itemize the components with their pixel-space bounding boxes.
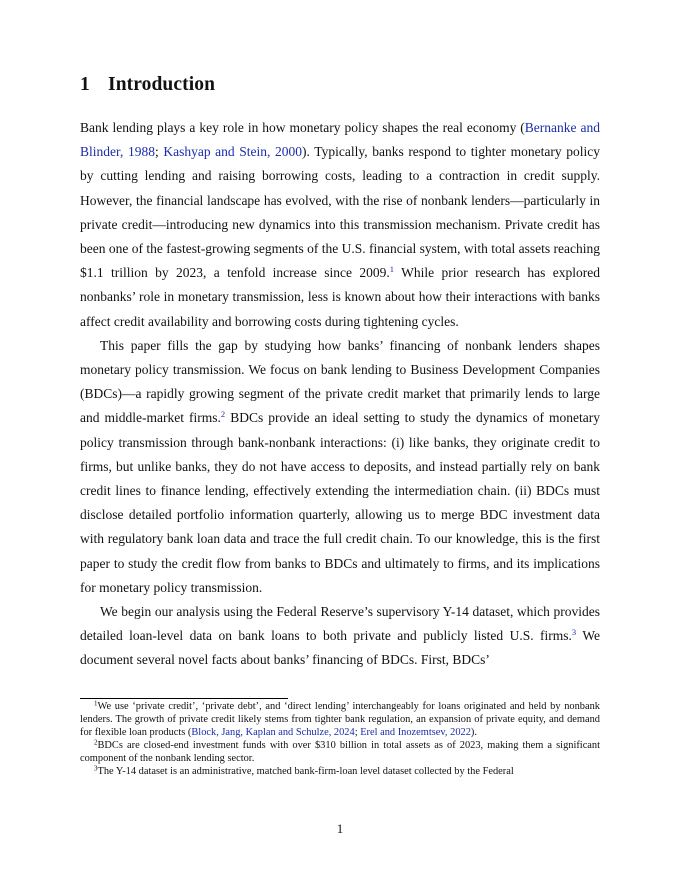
footnote-ref-2[interactable]: 2 [220,409,226,420]
body-text [80,116,600,673]
footnote-text: ; [354,727,361,738]
section-number: 1 [80,74,90,95]
footnotes [80,700,600,778]
citation-link[interactable]: Erel and Inozemtsev, 2022 [360,727,471,738]
paragraph-text: ; [154,144,164,160]
footnote-divider [80,698,288,699]
paper-page [80,0,600,880]
footnote-3 [80,765,600,778]
paragraph-3 [80,600,600,673]
footnote-mark: 1 [94,699,98,708]
paragraph-text: We document several novel facts about banks’ financing of BDCs. First, BDCs’ [80,628,600,668]
footnote-text: BDCs are closed-end investment funds with over $310 billion in total assets as of 2023, making them a significant component of the nonbank lending sector. [80,740,600,764]
citation-link[interactable]: Kashyap and Stein, 2000 [163,144,303,160]
footnote-2 [80,739,600,765]
footnote-mark: 3 [94,764,98,773]
footnote-1 [80,700,600,739]
footnote-text: ). [470,727,477,738]
paragraph-text: This paper fills the gap by studying how banks’ financing of nonbank lenders shapes monetary policy transmission. We focus on bank lending to Business Development Companies (BDCs)—a rapidly growing segment of the private credit market that primarily lends to large and middle-market firms. [80,337,600,426]
section-heading [80,74,215,96]
paragraph-text: BDCs provide an ideal setting to study the dynamics of monetary policy transmission through bank-nonbank interactions: (i) like banks, they originate credit to firms, but unlike banks, they do not have access to deposits, and instead partially rely on bank credit lines to finance lending, effectively extending the intermediation chain. (ii) BDCs must disclose detailed portfolio information quarterly, allowing us to merge BDC investment data with regulatory bank loan data and trace the full credit chain. To our knowledge, this is the first paper to study the credit flow from banks to BDCs and ultimately to firms, and its implications for monetary policy transmission. [80,410,600,595]
paragraph-text: Bank lending plays a key role in how monetary policy shapes the real economy ( [80,120,525,135]
paragraph-text: While prior research has explored nonbanks’ role in monetary transmission, less is known about how their interactions with banks affect credit availability and borrowing costs during tightening cycles. [80,265,601,329]
footnote-ref-1[interactable]: 1 [389,264,394,275]
paragraph-text: We begin our analysis using the Federal Reserve’s supervisory Y-14 dataset, which provides detailed loan-level data on bank loans to both private and publicly listed U.S. firms. [80,604,600,644]
page-number: 1 [336,821,344,836]
footnote-mark: 2 [94,738,98,747]
citation-link[interactable]: Block, Jang, Kaplan and Schulze, 2024 [191,727,355,738]
citation-link[interactable]: Bernanke and Blinder, 1988 [80,120,600,160]
footnote-text: The Y-14 dataset is an administrative, matched bank-firm-loan level dataset collected by the Federal [97,766,514,777]
footnote-text: We use ‘private credit’, ‘private debt’, and ‘direct lending’ interchangeably for loans originated and held by nonbank lenders. The growth of private credit likely stems from tighter bank regulation, an expansion of private equity, and demand for flexible loan products ( [80,701,600,738]
paragraph-text: ). Typically, banks respond to tighter monetary policy by cutting lending and raising borrowing costs, leading to a contraction in credit supply. However, the financial landscape has evolved, with the rise of nonbank lenders—particularly in private credit—introducing new dynamics into this transmission mechanism. Private credit has been one of the fastest-growing segments of the U.S. financial system, with total assets reaching $1.1 trillion by 2023, a tenfold increase since 2009. [80,144,600,281]
footnote-ref-3[interactable]: 3 [571,627,577,638]
section-title: Introduction [108,74,216,95]
paragraph-2 [80,334,600,600]
paragraph-1 [80,116,600,334]
